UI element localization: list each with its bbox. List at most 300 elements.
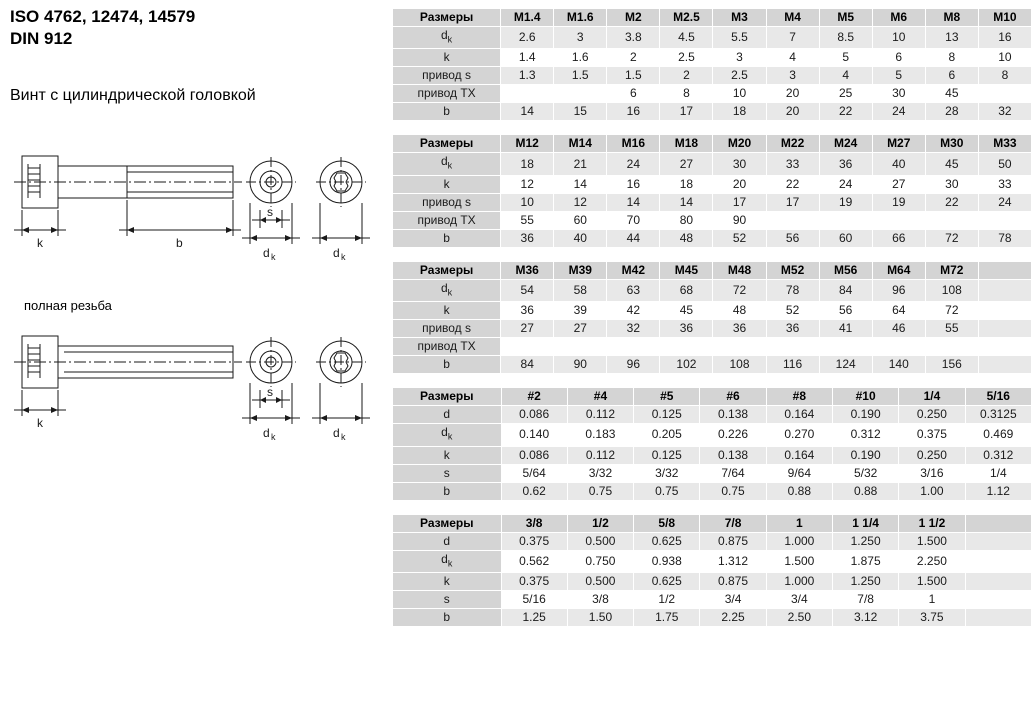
table-cell: 2.6 xyxy=(501,27,554,49)
table-cell xyxy=(978,338,1031,356)
table-cell: 16 xyxy=(607,103,660,121)
table-cell: 40 xyxy=(872,153,925,175)
table-header-row xyxy=(393,261,1032,279)
table-cell xyxy=(978,85,1031,103)
table-cell: 84 xyxy=(819,279,872,301)
row-label: $d_k$ xyxy=(393,153,501,175)
table-cell xyxy=(978,211,1031,229)
row-label: привод TX xyxy=(393,338,501,356)
table-cell: 140 xyxy=(872,356,925,374)
svg-text:k: k xyxy=(37,236,43,250)
table-cell: 2.5 xyxy=(713,67,766,85)
row-label: k xyxy=(393,175,501,193)
table-cell: 27 xyxy=(554,320,607,338)
table-cell: 13 xyxy=(925,27,978,49)
table-cell: 0.625 xyxy=(634,532,700,550)
column-header-size: M12 xyxy=(501,135,554,153)
row-label: привод s xyxy=(393,67,501,85)
table-cell: 0.190 xyxy=(832,446,898,464)
table-cell: 12 xyxy=(554,193,607,211)
row-label: b xyxy=(393,482,502,500)
table-cell: 58 xyxy=(554,279,607,301)
table-cell: 0.112 xyxy=(567,446,633,464)
table-cell: 55 xyxy=(501,211,554,229)
column-header-size: M42 xyxy=(607,261,660,279)
table-cell: 1 xyxy=(899,590,965,608)
table-cell: 3.12 xyxy=(832,608,898,626)
table-cell: 1.12 xyxy=(965,482,1031,500)
table-cell: 6 xyxy=(872,49,925,67)
table-row xyxy=(393,279,1032,301)
column-header-size: M56 xyxy=(819,261,872,279)
table-cell: 17 xyxy=(713,193,766,211)
table-cell xyxy=(978,302,1031,320)
column-header-size: M1.4 xyxy=(501,9,554,27)
table-cell: 0.500 xyxy=(567,572,633,590)
svg-text:k: k xyxy=(37,416,43,430)
svg-text:d: d xyxy=(263,426,270,440)
table-cell: 3/8 xyxy=(567,590,633,608)
table-cell: 3/32 xyxy=(634,464,700,482)
table-cell: 60 xyxy=(554,211,607,229)
table-cell: 1.500 xyxy=(766,550,832,572)
table-row xyxy=(393,49,1032,67)
table-cell: 5 xyxy=(872,67,925,85)
table-cell: 72 xyxy=(925,229,978,247)
column-header-size: 1 1/4 xyxy=(832,514,898,532)
table-cell xyxy=(965,590,1031,608)
table-cell: 2 xyxy=(607,49,660,67)
table-cell: 45 xyxy=(925,153,978,175)
table-cell: 80 xyxy=(660,211,713,229)
column-header-size: #6 xyxy=(700,388,766,406)
column-header-size: M27 xyxy=(872,135,925,153)
table-cell: 0.205 xyxy=(634,424,700,446)
table-cell: 48 xyxy=(660,229,713,247)
table-row xyxy=(393,85,1032,103)
column-header-label: Размеры xyxy=(393,135,501,153)
table-cell: 0.125 xyxy=(634,406,700,424)
table-cell xyxy=(501,338,554,356)
row-label: s xyxy=(393,590,502,608)
row-label: $d_k$ xyxy=(393,279,501,301)
column-header-size: 5/16 xyxy=(965,388,1031,406)
page-subtitle: Винт с цилиндрической головкой xyxy=(10,87,256,104)
table-header-row xyxy=(393,135,1032,153)
row-label: b xyxy=(393,608,502,626)
table-cell: 17 xyxy=(766,193,819,211)
table-cell: 1.312 xyxy=(700,550,766,572)
table-cell: 20 xyxy=(766,85,819,103)
table-cell: 4 xyxy=(766,49,819,67)
table-cell: 8 xyxy=(660,85,713,103)
table-cell: 0.183 xyxy=(567,424,633,446)
table-cell: 0.226 xyxy=(700,424,766,446)
table-cell: 50 xyxy=(978,153,1031,175)
table-cell: 36 xyxy=(766,320,819,338)
screw-drawing-partial-thread xyxy=(4,140,384,265)
table-cell: 28 xyxy=(925,103,978,121)
column-header-size: M64 xyxy=(872,261,925,279)
table-cell: 36 xyxy=(501,229,554,247)
table-header-row xyxy=(393,9,1032,27)
table-cell: 15 xyxy=(554,103,607,121)
row-label: k xyxy=(393,572,502,590)
table-cell: 1.50 xyxy=(567,608,633,626)
table-cell: 20 xyxy=(766,103,819,121)
table-cell: 96 xyxy=(607,356,660,374)
column-header-size: 5/8 xyxy=(634,514,700,532)
column-header-size: 1 xyxy=(766,514,832,532)
svg-text:d: d xyxy=(333,426,340,440)
table-cell xyxy=(607,338,660,356)
table-row xyxy=(393,175,1032,193)
column-header-size: M48 xyxy=(713,261,766,279)
table-cell: 68 xyxy=(660,279,713,301)
row-label: b xyxy=(393,356,501,374)
table-cell: 0.88 xyxy=(766,482,832,500)
table-cell: 0.312 xyxy=(965,446,1031,464)
row-label: привод TX xyxy=(393,211,501,229)
column-header-label: Размеры xyxy=(393,388,502,406)
table-cell: 96 xyxy=(872,279,925,301)
table-cell xyxy=(554,85,607,103)
table-cell: 108 xyxy=(925,279,978,301)
spec-tables xyxy=(392,0,1034,637)
column-header-size: M24 xyxy=(819,135,872,153)
table-cell: 5.5 xyxy=(713,27,766,49)
table-cell: 1.500 xyxy=(899,572,965,590)
column-header-size: M18 xyxy=(660,135,713,153)
table-cell: 32 xyxy=(607,320,660,338)
table-cell: 7 xyxy=(766,27,819,49)
table-cell: 0.138 xyxy=(700,406,766,424)
table-cell xyxy=(554,338,607,356)
table-cell: 1.5 xyxy=(554,67,607,85)
column-header-label: Размеры xyxy=(393,9,501,27)
table-cell: 8 xyxy=(925,49,978,67)
table-cell: 72 xyxy=(713,279,766,301)
column-header-size: M39 xyxy=(554,261,607,279)
table-cell: 1/4 xyxy=(965,464,1031,482)
table-cell: 0.112 xyxy=(567,406,633,424)
column-header-size: M3 xyxy=(713,9,766,27)
table-cell: 24 xyxy=(607,153,660,175)
table-cell: 24 xyxy=(978,193,1031,211)
table-cell: 72 xyxy=(925,302,978,320)
table-row xyxy=(393,572,1032,590)
table-cell: 1.25 xyxy=(501,608,567,626)
table-cell xyxy=(819,338,872,356)
table-cell xyxy=(925,338,978,356)
table-imperial-numbered xyxy=(392,387,1034,500)
table-cell: 1.250 xyxy=(832,572,898,590)
column-header-size: M33 xyxy=(978,135,1031,153)
column-header-size: 3/8 xyxy=(501,514,567,532)
row-label: d xyxy=(393,532,502,550)
table-cell: 0.500 xyxy=(567,532,633,550)
table-cell: 30 xyxy=(925,175,978,193)
table-cell: 0.125 xyxy=(634,446,700,464)
table-cell: 0.625 xyxy=(634,572,700,590)
table-cell: 27 xyxy=(660,153,713,175)
column-header-size: #2 xyxy=(501,388,567,406)
table-cell: 0.164 xyxy=(766,406,832,424)
table-cell: 16 xyxy=(607,175,660,193)
table-metric-large xyxy=(392,261,1034,374)
table-cell: 56 xyxy=(819,302,872,320)
table-cell: 33 xyxy=(766,153,819,175)
table-cell: 40 xyxy=(554,229,607,247)
table-cell xyxy=(713,338,766,356)
table-cell xyxy=(660,338,713,356)
table-cell: 1.75 xyxy=(634,608,700,626)
svg-text:k: k xyxy=(341,432,346,442)
column-header-size: M6 xyxy=(872,9,925,27)
table-cell: 14 xyxy=(501,103,554,121)
column-header-size: 1/2 xyxy=(567,514,633,532)
table-row xyxy=(393,356,1032,374)
column-header-size: M52 xyxy=(766,261,819,279)
table-cell: 22 xyxy=(819,103,872,121)
table-row xyxy=(393,590,1032,608)
column-header-size xyxy=(965,514,1031,532)
table-cell: 1.500 xyxy=(899,532,965,550)
table-row xyxy=(393,193,1032,211)
table-cell: 2.5 xyxy=(660,49,713,67)
table-cell xyxy=(766,338,819,356)
table-cell: 0.562 xyxy=(501,550,567,572)
table-cell: 66 xyxy=(872,229,925,247)
column-header-size: M1.6 xyxy=(554,9,607,27)
table-cell: 5/32 xyxy=(832,464,898,482)
table-cell xyxy=(872,338,925,356)
table-cell: 0.75 xyxy=(634,482,700,500)
table-cell: 10 xyxy=(872,27,925,49)
table-cell: 0.190 xyxy=(832,406,898,424)
table-cell: 45 xyxy=(925,85,978,103)
table-metric-medium xyxy=(392,134,1034,247)
table-cell xyxy=(978,356,1031,374)
table-cell: 0.938 xyxy=(634,550,700,572)
table-cell: 3.8 xyxy=(607,27,660,49)
table-cell: 124 xyxy=(819,356,872,374)
table-cell: 0.138 xyxy=(700,446,766,464)
column-header-size: M16 xyxy=(607,135,660,153)
table-cell xyxy=(965,572,1031,590)
table-cell: 45 xyxy=(660,302,713,320)
table-row xyxy=(393,27,1032,49)
table-cell: 0.875 xyxy=(700,532,766,550)
column-header-size: 1/4 xyxy=(899,388,965,406)
table-cell: 3.75 xyxy=(899,608,965,626)
table-cell: 8 xyxy=(978,67,1031,85)
column-header-size: M14 xyxy=(554,135,607,153)
table-cell: 3 xyxy=(766,67,819,85)
table-cell: 1.4 xyxy=(501,49,554,67)
table-cell: 0.875 xyxy=(700,572,766,590)
table-cell: 5 xyxy=(819,49,872,67)
table-cell: 30 xyxy=(872,85,925,103)
table-cell: 1.250 xyxy=(832,532,898,550)
column-header-size: 1 1/2 xyxy=(899,514,965,532)
table-cell: 14 xyxy=(607,193,660,211)
column-header-size: M20 xyxy=(713,135,766,153)
table-row xyxy=(393,608,1032,626)
row-label: $d_k$ xyxy=(393,424,502,446)
svg-text:d: d xyxy=(333,246,340,260)
table-row xyxy=(393,103,1032,121)
table-cell: 7/8 xyxy=(832,590,898,608)
table-cell: 32 xyxy=(978,103,1031,121)
column-header-size: M22 xyxy=(766,135,819,153)
table-cell: 1.5 xyxy=(607,67,660,85)
table-cell: 0.375 xyxy=(501,532,567,550)
table-row xyxy=(393,424,1032,446)
table-cell: 70 xyxy=(607,211,660,229)
table-cell xyxy=(965,608,1031,626)
table-cell: 63 xyxy=(607,279,660,301)
table-row xyxy=(393,67,1032,85)
table-cell: 0.140 xyxy=(501,424,567,446)
table-row xyxy=(393,550,1032,572)
table-cell: 8.5 xyxy=(819,27,872,49)
table-cell: 3 xyxy=(713,49,766,67)
table-metric-small xyxy=(392,8,1034,121)
row-label: k xyxy=(393,49,501,67)
column-header-size: M2 xyxy=(607,9,660,27)
table-row xyxy=(393,482,1032,500)
table-cell: 24 xyxy=(872,103,925,121)
table-cell: 46 xyxy=(872,320,925,338)
table-row xyxy=(393,229,1032,247)
table-cell: 4.5 xyxy=(660,27,713,49)
table-cell: 2 xyxy=(660,67,713,85)
table-cell: 0.375 xyxy=(501,572,567,590)
table-cell: 18 xyxy=(713,103,766,121)
table-cell: 54 xyxy=(501,279,554,301)
table-cell: 48 xyxy=(713,302,766,320)
table-cell: 39 xyxy=(554,302,607,320)
column-header-size: M72 xyxy=(925,261,978,279)
table-cell: 2.25 xyxy=(700,608,766,626)
table-cell: 24 xyxy=(819,175,872,193)
table-cell: 9/64 xyxy=(766,464,832,482)
row-label: привод s xyxy=(393,320,501,338)
table-cell: 5/64 xyxy=(501,464,567,482)
table-cell xyxy=(978,320,1031,338)
table-cell: 52 xyxy=(713,229,766,247)
table-cell: 3/4 xyxy=(766,590,832,608)
page-title xyxy=(10,6,370,50)
table-row xyxy=(393,320,1032,338)
table-cell: 6 xyxy=(925,67,978,85)
column-header-size: M10 xyxy=(978,9,1031,27)
table-cell: 14 xyxy=(554,175,607,193)
table-cell xyxy=(501,85,554,103)
table-cell: 0.250 xyxy=(899,406,965,424)
table-cell: 156 xyxy=(925,356,978,374)
table-cell: 17 xyxy=(660,103,713,121)
table-cell: 0.469 xyxy=(965,424,1031,446)
table-cell: 78 xyxy=(766,279,819,301)
table-cell: 0.086 xyxy=(501,446,567,464)
screw-drawing-full-thread xyxy=(4,320,384,445)
table-cell: 0.88 xyxy=(832,482,898,500)
table-cell: 16 xyxy=(978,27,1031,49)
table-cell xyxy=(872,211,925,229)
table-cell: 0.086 xyxy=(501,406,567,424)
column-header-size: M2.5 xyxy=(660,9,713,27)
column-header-size: #5 xyxy=(634,388,700,406)
table-cell: 0.3125 xyxy=(965,406,1031,424)
svg-text:s: s xyxy=(267,385,273,399)
note-full-thread: полная резьба xyxy=(24,298,112,313)
column-header-label: Размеры xyxy=(393,261,501,279)
table-cell: 1.000 xyxy=(766,532,832,550)
column-header-size: M45 xyxy=(660,261,713,279)
table-cell: 30 xyxy=(713,153,766,175)
column-header-size: #8 xyxy=(766,388,832,406)
table-cell: 6 xyxy=(607,85,660,103)
table-cell: 0.164 xyxy=(766,446,832,464)
table-cell: 0.250 xyxy=(899,446,965,464)
table-cell: 0.312 xyxy=(832,424,898,446)
svg-text:d: d xyxy=(263,246,270,260)
table-cell: 12 xyxy=(501,175,554,193)
table-cell: 18 xyxy=(501,153,554,175)
row-label: b xyxy=(393,229,501,247)
column-header-size xyxy=(978,261,1031,279)
page-title-line1: ISO 4762, 12474, 14579 xyxy=(10,7,196,26)
table-row xyxy=(393,464,1032,482)
table-cell: 60 xyxy=(819,229,872,247)
column-header-label: Размеры xyxy=(393,514,502,532)
column-header-size: 7/8 xyxy=(700,514,766,532)
table-cell: 27 xyxy=(501,320,554,338)
table-cell: 19 xyxy=(819,193,872,211)
table-cell: 36 xyxy=(713,320,766,338)
table-row xyxy=(393,406,1032,424)
table-cell: 10 xyxy=(501,193,554,211)
table-cell xyxy=(925,211,978,229)
table-header-row xyxy=(393,388,1032,406)
row-label: k xyxy=(393,302,501,320)
table-cell xyxy=(965,550,1031,572)
table-cell: 78 xyxy=(978,229,1031,247)
table-row xyxy=(393,153,1032,175)
row-label: привод s xyxy=(393,193,501,211)
column-header-size: #4 xyxy=(567,388,633,406)
table-cell: 1.875 xyxy=(832,550,898,572)
table-cell: 102 xyxy=(660,356,713,374)
table-cell: 116 xyxy=(766,356,819,374)
table-cell: 3/16 xyxy=(899,464,965,482)
table-header-row xyxy=(393,514,1032,532)
table-cell: 2.50 xyxy=(766,608,832,626)
column-header-size: M30 xyxy=(925,135,978,153)
row-label: k xyxy=(393,446,502,464)
table-cell: 1.3 xyxy=(501,67,554,85)
table-cell: 27 xyxy=(872,175,925,193)
row-label: b xyxy=(393,103,501,121)
table-cell: 2.250 xyxy=(899,550,965,572)
column-header-size: #10 xyxy=(832,388,898,406)
table-cell: 0.62 xyxy=(501,482,567,500)
table-cell: 1.000 xyxy=(766,572,832,590)
table-cell: 18 xyxy=(660,175,713,193)
table-cell: 7/64 xyxy=(700,464,766,482)
